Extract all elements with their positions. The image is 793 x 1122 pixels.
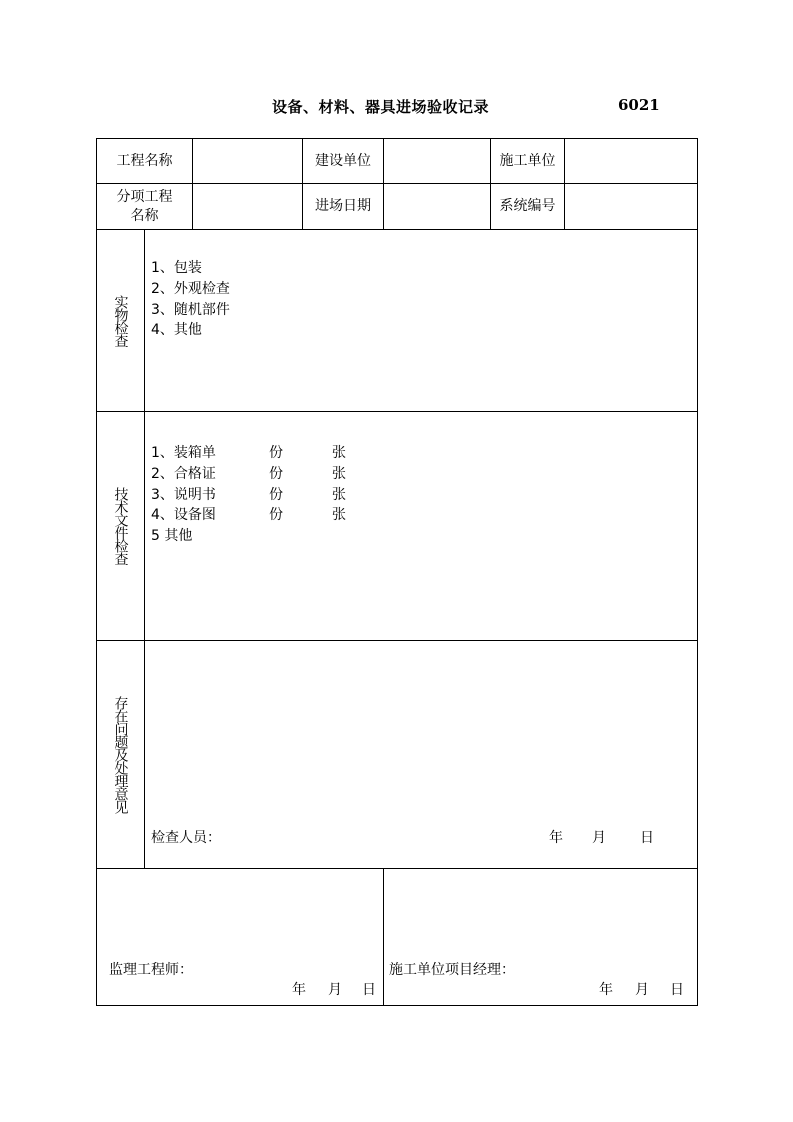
list-item: 2、外观检查	[151, 280, 230, 297]
construction-unit-label-cell	[303, 139, 384, 184]
inspection-form	[96, 138, 698, 1006]
form-code: 6021	[618, 96, 660, 114]
physical-check-content[interactable]	[145, 230, 698, 412]
construction-unit-label: 建设单位	[315, 152, 371, 169]
tech-docs-label-cell	[97, 412, 145, 641]
contractor-field[interactable]	[565, 139, 698, 184]
manager-day: 日	[670, 982, 684, 998]
issues-day: 日	[640, 830, 654, 846]
tech-docs-label: 技术文件检查	[112, 487, 129, 565]
list-item: 1、包装	[151, 260, 202, 276]
supervisor-month: 月	[328, 982, 342, 998]
subproject-label: 分项工程名称	[116, 188, 173, 224]
page-title: 设备、材料、器具进场验收记录	[272, 98, 490, 116]
list-item	[151, 505, 346, 526]
issues-content[interactable]	[145, 641, 698, 869]
doc-copies-unit: 份	[269, 507, 283, 524]
system-no-label-cell	[491, 184, 565, 230]
project-name-label: 工程名称	[116, 152, 173, 169]
contractor-label: 施工单位	[499, 152, 556, 169]
list-item	[151, 464, 346, 485]
doc-sheets-unit: 张	[332, 465, 346, 482]
manager-sign-cell[interactable]	[384, 869, 698, 1006]
doc-sheets-unit: 张	[332, 445, 346, 461]
doc-name: 2、合格证	[151, 465, 216, 482]
contractor-label-cell	[491, 139, 565, 184]
doc-name: 3、说明书	[151, 486, 216, 503]
subproject-field[interactable]	[193, 184, 303, 230]
supervisor-day: 日	[362, 982, 376, 998]
list-item	[151, 485, 346, 506]
construction-unit-field[interactable]	[384, 139, 491, 184]
list-item: 3、随机部件	[151, 301, 230, 318]
supervisor-label: 监理工程师：	[109, 962, 193, 978]
issues-year: 年	[549, 830, 563, 846]
entry-date-label: 进场日期	[315, 198, 371, 214]
document-header	[0, 96, 793, 116]
list-item: 4、其他	[151, 322, 202, 339]
physical-check-label: 实物检查	[112, 294, 129, 347]
subproject-label-cell	[97, 184, 193, 230]
doc-copies-unit: 份	[269, 465, 283, 482]
entry-date-field[interactable]	[384, 184, 491, 230]
entry-date-label-cell	[303, 184, 384, 230]
doc-sheets-unit: 张	[332, 486, 346, 503]
physical-check-list	[151, 258, 230, 341]
list-item: 5 其他	[151, 528, 193, 545]
project-name-field[interactable]	[193, 139, 303, 184]
project-name-label-cell	[97, 139, 193, 184]
issues-month: 月	[592, 830, 606, 846]
doc-copies-unit: 份	[269, 445, 283, 461]
inspector-label: 检查人员：	[151, 830, 221, 846]
issues-label: 存在问题及处理意见	[112, 696, 129, 813]
list-item	[151, 443, 346, 464]
manager-label: 施工单位项目经理：	[389, 962, 515, 978]
physical-check-label-cell	[97, 230, 145, 412]
doc-sheets-unit: 张	[332, 507, 346, 524]
doc-name: 1、装箱单	[151, 445, 216, 461]
tech-docs-list	[151, 443, 346, 547]
manager-month: 月	[635, 982, 649, 998]
supervisor-year: 年	[292, 982, 306, 998]
system-no-label: 系统编号	[499, 198, 556, 214]
supervisor-sign-cell[interactable]	[97, 869, 384, 1006]
doc-name: 4、设备图	[151, 507, 216, 524]
tech-docs-content[interactable]	[145, 412, 698, 641]
doc-copies-unit: 份	[269, 486, 283, 503]
manager-year: 年	[599, 982, 613, 998]
system-no-field[interactable]	[565, 184, 698, 230]
issues-label-cell	[97, 641, 145, 869]
